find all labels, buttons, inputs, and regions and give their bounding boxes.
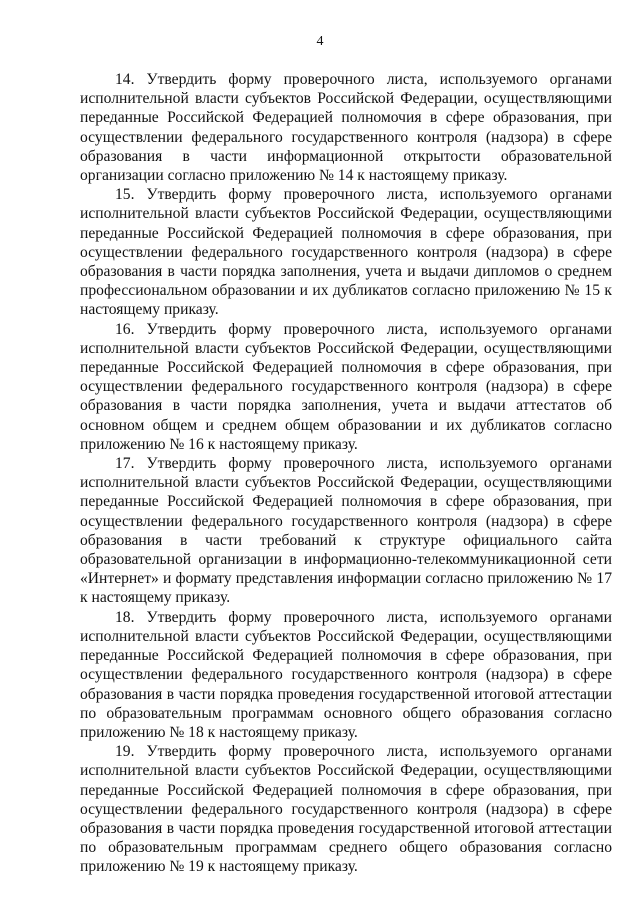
paragraph-14: 14. Утвердить форму проверочного листа, используемого органами исполнительной власти субъектов Российской Федерации, осуществляющими переданные Российской Федерацией полномочия в сфере образования, при осуществлении федерального государственного контроля (надзора) в сфере образования в части информационной открытости образовательной организации согласно приложению № 14 к настоящему приказу. bbox=[80, 71, 612, 185]
page-number: 4 bbox=[316, 34, 324, 49]
paragraph-15: 15. Утвердить форму проверочного листа, используемого органами исполнительной власти субъектов Российской Федерации, осуществляющими переданные Российской Федерацией полномочия в сфере образования, при осуществлении федерального государственного контроля (надзора) в сфере образования в части порядка заполнения, учета и выдачи дипломов о среднем профессиональном образовании и их дубликатов согласно приложению № 15 к настоящему приказу. bbox=[80, 186, 612, 319]
paragraph-19: 19. Утвердить форму проверочного листа, используемого органами исполнительной власти субъектов Российской Федерации, осуществляющими переданные Российской Федерацией полномочия в сфере образования, при осуществлении федерального государственного контроля (надзора) в сфере образования в части порядка проведения государственной итоговой аттестации по образовательным программам среднего общего образования согласно приложению № 19 к настоящему приказу. bbox=[80, 743, 612, 876]
paragraph-16: 16. Утвердить форму проверочного листа, используемого органами исполнительной власти субъектов Российской Федерации, осуществляющими переданные Российской Федерацией полномочия в сфере образования, при осуществлении федерального государственного контроля (надзора) в сфере образования в части порядка заполнения, учета и выдачи аттестатов об основном общем и среднем общем образовании и их дубликатов согласно приложению № 16 к настоящему приказу. bbox=[80, 320, 612, 453]
document-body bbox=[80, 70, 612, 877]
paragraph-17: 17. Утвердить форму проверочного листа, используемого органами исполнительной власти субъектов Российской Федерации, осуществляющими переданные Российской Федерацией полномочия в сфере образования, при осуществлении федерального государственного контроля (надзора) в сфере образования в части требований к структуре официального сайта образовательной организации в информационно-телекоммуникационной сети «Интернет» и формату представления информации согласно приложению № 17 к настоящему приказу. bbox=[80, 455, 612, 607]
paragraph-18: 18. Утвердить форму проверочного листа, используемого органами исполнительной власти субъектов Российской Федерации, осуществляющими переданные Российской Федерацией полномочия в сфере образования, при осуществлении федерального государственного контроля (надзора) в сфере образования в части порядка проведения государственной итоговой аттестации по образовательным программам основного общего образования согласно приложению № 18 к настоящему приказу. bbox=[80, 608, 612, 741]
